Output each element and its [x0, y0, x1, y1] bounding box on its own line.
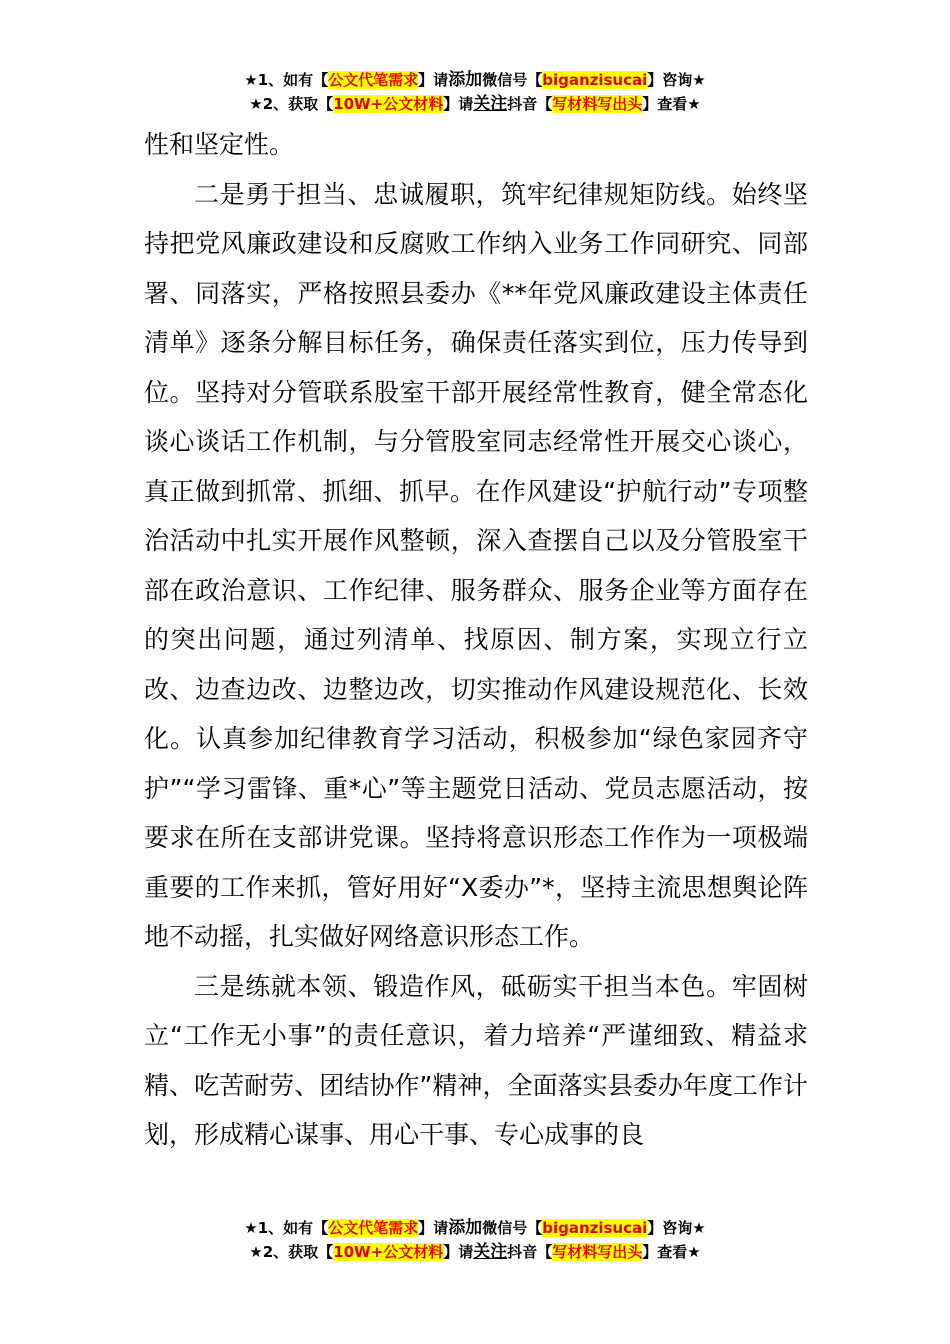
- header-line-2-prefix: ★2、获取【: [249, 95, 334, 113]
- header-douyin-account: 写材料写出头: [552, 95, 643, 113]
- footer-line-2-prefix: ★2、获取【: [249, 1243, 334, 1261]
- paragraph-two-text: 始终坚持把党风廉政建设和反腐败工作纳入业务工作同研究、同部署、同落实，严格按照县委办《**年党风廉政建设主体责任清单》逐条分解目标任务，确保责任落实到位，压力传导到位。坚持对分管联系股室干部开展经常性教育，健全常态化谈心谈话工作机制，与分管股室同志经常性开展交心谈心，真正做到抓常、抓细、抓早。在作风建设“护航行动”专项整治活动中扎实开展作风整顿，深入查摆自己以及分管股室干部在政治意识、工作纪律、服务群众、服务企业等方面存在的突出问题，通过列清单、找原因、制方案，实现立行立改、边查边改、边整边改，切实推动作风建设规范化、长效化。认真参加纪律教育学习活动，积极参加“绿色家园齐守护”“学习雷锋、重*心”等主题党日活动、党员志愿活动，按要求在所在支部讲党课。坚持将意识形态工作作为一项极端重要的工作来抓，管好用好“X委办”*，坚持主流思想舆论阵地不动摇，扎实做好网络意识形态工作。: [144, 179, 808, 951]
- footer-highlight-ghostwriting: 公文代笔需求: [328, 1219, 419, 1237]
- footer-highlight-materials: 10W+公文材料: [333, 1243, 444, 1261]
- header-line-2: [0, 92, 950, 116]
- header-line-2-douyin-label: 抖音【: [507, 95, 553, 113]
- footer-banner: [0, 1216, 950, 1264]
- footer-line-1-suffix: 】咨询★: [647, 1219, 706, 1237]
- paragraph-two-lead: 二是勇于担当、忠诚履职，筑牢纪律规矩防线。: [194, 179, 732, 209]
- header-highlight-ghostwriting: 公文代笔需求: [328, 71, 419, 89]
- header-line-2-suffix: 】查看★: [642, 95, 701, 113]
- header-line-1-wechat-label: 微信号【: [482, 71, 543, 89]
- header-line-1-middle: 】请: [418, 71, 449, 89]
- footer-line-1-prefix: ★1、如有【: [244, 1219, 329, 1237]
- header-follow-text: 关注: [473, 94, 508, 114]
- header-add-text: 添加: [448, 70, 483, 90]
- paragraph-two: [144, 170, 808, 962]
- footer-follow-text: 关注: [473, 1242, 508, 1262]
- document-body: [144, 120, 808, 1160]
- footer-line-2-suffix: 】查看★: [642, 1243, 701, 1261]
- paragraph-three-text: 牢固树立“工作无小事”的责任意识，着力培养“严谨细致、精益求精、吃苦耐劳、团结协作”精神，全面落实县委办年度工作计划，形成精心谋事、用心干事、专心成事的良: [144, 971, 808, 1149]
- footer-line-1: [0, 1216, 950, 1240]
- header-line-1-prefix: ★1、如有【: [244, 71, 329, 89]
- footer-line-2: [0, 1240, 950, 1264]
- footer-wechat-id: biganzisucai: [542, 1219, 648, 1237]
- header-highlight-materials: 10W+公文材料: [333, 95, 444, 113]
- footer-line-2-middle: 】请: [443, 1243, 474, 1261]
- header-wechat-id: biganzisucai: [542, 71, 648, 89]
- header-line-1-suffix: 】咨询★: [647, 71, 706, 89]
- paragraph-continuation: 性和坚定性。: [144, 130, 295, 159]
- header-line-1: [0, 68, 950, 92]
- paragraph-three-lead: 三是练就本领、锻造作风，砥砺实干担当本色。: [194, 971, 732, 1001]
- footer-add-text: 添加: [448, 1218, 483, 1238]
- footer-line-2-douyin-label: 抖音【: [507, 1243, 553, 1261]
- paragraph-three: [144, 962, 808, 1160]
- header-banner: [0, 68, 950, 116]
- footer-line-1-wechat-label: 微信号【: [482, 1219, 543, 1237]
- header-line-2-middle: 】请: [443, 95, 474, 113]
- footer-douyin-account: 写材料写出头: [552, 1243, 643, 1261]
- footer-line-1-middle: 】请: [418, 1219, 449, 1237]
